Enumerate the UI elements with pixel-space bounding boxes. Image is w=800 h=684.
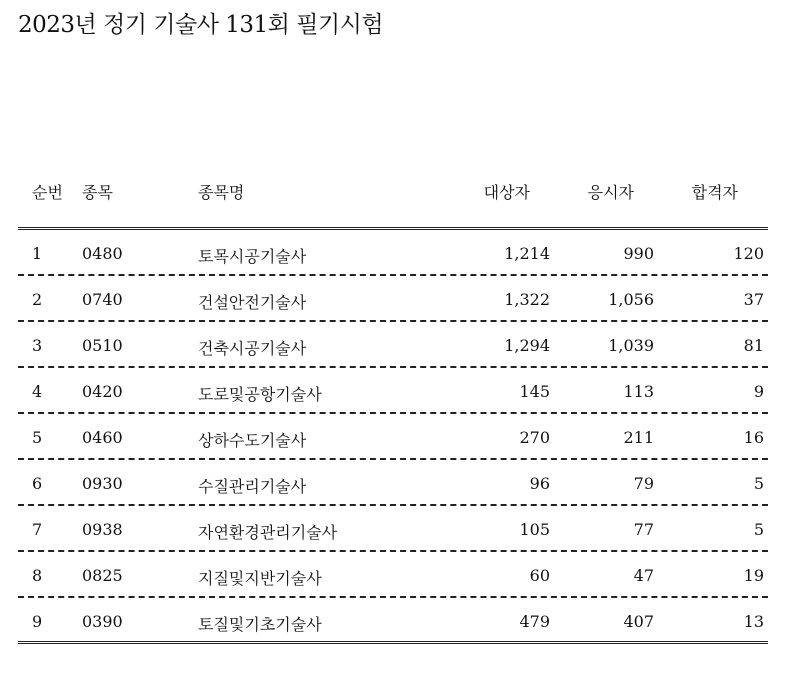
row-pass: 81: [743, 336, 764, 355]
row-exam: 990: [623, 244, 654, 263]
row-target: 105: [519, 520, 550, 539]
row-pass: 13: [743, 612, 764, 631]
row-name: 자연환경관리기술사: [198, 523, 338, 542]
table-row: [18, 598, 768, 644]
row-no: 6: [32, 474, 43, 493]
row-target: 1,214: [504, 244, 550, 263]
document-title: 2023년 정기 기술사 131회 필기시험: [18, 12, 384, 38]
row-target: 60: [529, 566, 550, 585]
table-row: [18, 322, 768, 368]
row-name: 상하수도기술사: [198, 431, 307, 450]
row-code: 0740: [82, 290, 123, 309]
row-target: 96: [529, 474, 550, 493]
header-no: 순번: [32, 183, 63, 202]
table-row: [18, 230, 768, 276]
table-row: [18, 414, 768, 460]
row-name: 수질관리기술사: [198, 477, 307, 496]
table-row: [18, 276, 768, 322]
row-name: 건설안전기술사: [198, 293, 307, 312]
table-row: [18, 368, 768, 414]
header-code: 종목: [82, 183, 113, 202]
row-exam: 407: [623, 612, 654, 631]
row-pass: 37: [743, 290, 764, 309]
row-code: 0480: [82, 244, 123, 263]
row-exam: 47: [633, 566, 654, 585]
row-code: 0930: [82, 474, 123, 493]
row-no: 2: [32, 290, 43, 309]
row-code: 0460: [82, 428, 123, 447]
row-code: 0938: [82, 520, 123, 539]
row-target: 145: [519, 382, 550, 401]
row-exam: 1,056: [608, 290, 654, 309]
row-code: 0825: [82, 566, 123, 585]
row-pass: 19: [743, 566, 764, 585]
row-exam: 77: [633, 520, 654, 539]
row-code: 0420: [82, 382, 123, 401]
row-target: 270: [519, 428, 550, 447]
row-no: 9: [32, 612, 43, 631]
table-row: [18, 552, 768, 598]
header-pass: 합격자: [691, 183, 738, 202]
row-pass: 5: [753, 520, 764, 539]
row-pass: 5: [753, 474, 764, 493]
table-row: [18, 506, 768, 552]
row-name: 토목시공기술사: [198, 247, 307, 266]
row-no: 3: [32, 336, 43, 355]
header-target: 대상자: [483, 183, 530, 202]
header-name: 종목명: [198, 183, 245, 202]
row-no: 1: [32, 244, 43, 263]
row-pass: 120: [733, 244, 764, 263]
row-name: 지질및지반기술사: [198, 569, 322, 588]
row-exam: 1,039: [608, 336, 654, 355]
header-exam: 응시자: [587, 183, 634, 202]
exam-results-table: [18, 168, 768, 644]
row-code: 0510: [82, 336, 123, 355]
row-exam: 79: [633, 474, 654, 493]
row-target: 1,294: [504, 336, 550, 355]
row-code: 0390: [82, 612, 123, 631]
row-name: 토질및기초기술사: [198, 615, 322, 634]
table-row: [18, 460, 768, 506]
row-exam: 113: [623, 382, 654, 401]
row-exam: 211: [623, 428, 654, 447]
row-name: 건축시공기술사: [198, 339, 307, 358]
row-name: 도로및공항기술사: [198, 385, 322, 404]
table-header-row: [18, 168, 768, 230]
row-no: 7: [32, 520, 43, 539]
row-pass: 9: [753, 382, 764, 401]
row-target: 1,322: [504, 290, 550, 309]
row-no: 4: [32, 382, 43, 401]
row-no: 8: [32, 566, 43, 585]
row-pass: 16: [743, 428, 764, 447]
table-bottom-divider: [18, 641, 768, 644]
row-target: 479: [519, 612, 550, 631]
row-no: 5: [32, 428, 43, 447]
